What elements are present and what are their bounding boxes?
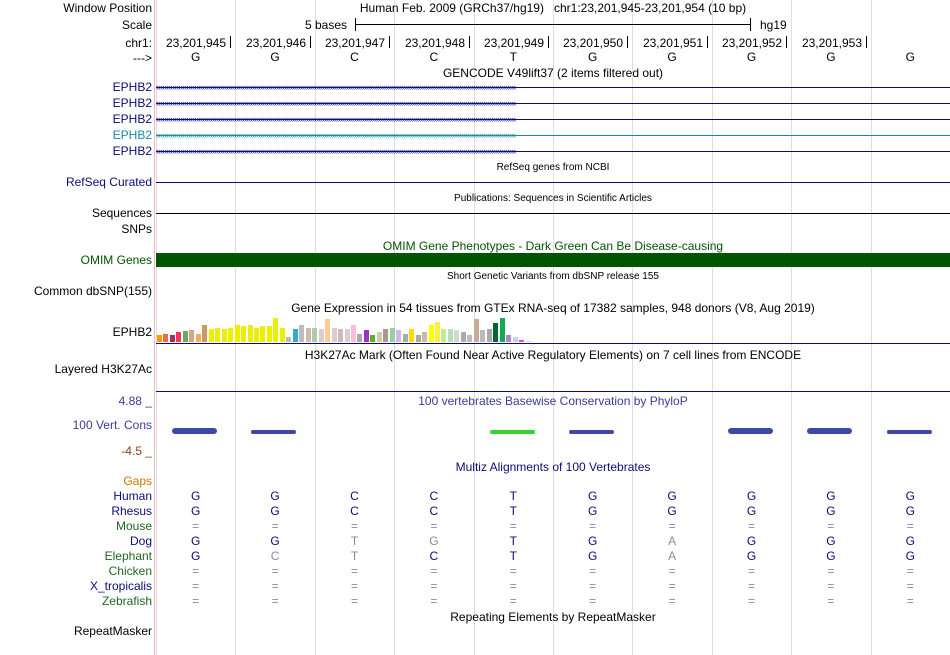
multiz-aligned-base: = — [430, 519, 438, 533]
gtex-tissue-bar[interactable] — [163, 334, 168, 342]
gtex-tissue-bar[interactable] — [306, 328, 311, 342]
snps-label[interactable]: SNPs — [121, 222, 152, 236]
multiz-aligned-base: = — [589, 564, 597, 578]
reference-base: G — [270, 50, 280, 64]
multiz-aligned-base: G — [746, 489, 757, 503]
position-label: 23,201,945 — [165, 36, 226, 50]
assembly-region-title — [156, 1, 950, 15]
dbsnp-label[interactable]: Common dbSNP(155) — [33, 284, 152, 298]
reference-base: C — [350, 50, 359, 64]
multiz-aligned-base: = — [589, 519, 597, 533]
position-label: 23,201,948 — [404, 36, 465, 50]
multiz-aligned-base: = — [192, 579, 200, 593]
gtex-tissue-bar[interactable] — [273, 318, 278, 342]
phylop-score-mark[interactable] — [490, 430, 535, 434]
gtex-tissue-bar[interactable] — [338, 329, 343, 342]
scale-bar-end-tick — [750, 18, 751, 31]
gtex-tissue-bar[interactable] — [441, 329, 446, 342]
multiz-aligned-base: = — [350, 579, 358, 593]
multiz-aligned-base: = — [271, 594, 279, 608]
multiz-aligned-base: = — [350, 594, 358, 608]
reference-base: G — [191, 50, 201, 64]
gtex-tissue-bar[interactable] — [513, 337, 518, 342]
multiz-aligned-base: = — [271, 564, 279, 578]
gtex-tissue-bar[interactable] — [241, 326, 246, 342]
refseq-label[interactable]: RefSeq Curated — [65, 175, 152, 189]
position-tick — [310, 36, 311, 48]
multiz-aligned-base: G — [746, 534, 757, 548]
multiz-aligned-base: G — [826, 504, 836, 518]
position-label: 23,201,952 — [721, 36, 782, 50]
gtex-tissue-bar[interactable] — [403, 334, 408, 342]
multiz-aligned-base: G — [667, 489, 677, 503]
conservation-ymax: 4.88 _ — [118, 394, 152, 408]
multiz-aligned-base: C — [270, 549, 280, 563]
gtex-tissue-bar[interactable] — [183, 331, 188, 342]
gtex-tissue-bar[interactable] — [454, 330, 459, 342]
region-coordinates: chr1:23,201,945-23,201,954 (10 bp) — [553, 1, 747, 15]
position-tick — [707, 36, 708, 48]
gtex-tissue-bar[interactable] — [422, 332, 427, 342]
gtex-tissue-bar[interactable] — [254, 328, 259, 342]
multiz-aligned-base: = — [827, 579, 835, 593]
multiz-aligned-base: = — [589, 579, 597, 593]
gaps-label[interactable]: Gaps — [123, 474, 152, 488]
gencode-item-label[interactable]: EPHB2 — [112, 112, 152, 126]
scale-bar — [355, 24, 751, 25]
multiz-species-label[interactable]: Dog — [129, 534, 152, 548]
multiz-aligned-base: = — [827, 564, 835, 578]
gtex-tissue-bar[interactable] — [448, 329, 453, 342]
multiz-aligned-base: G — [905, 504, 915, 518]
gtex-tissue-bar[interactable] — [383, 329, 388, 342]
multiz-aligned-base: G — [270, 534, 280, 548]
multiz-aligned-base: C — [429, 549, 439, 563]
multiz-aligned-base: G — [826, 534, 836, 548]
gtex-tissue-bar[interactable] — [286, 337, 291, 342]
position-tick — [627, 36, 628, 48]
position-label: 23,201,951 — [642, 36, 703, 50]
reference-base: G — [746, 50, 757, 64]
phylop-score-mark[interactable] — [251, 430, 296, 434]
multiz-species-label[interactable]: Chicken — [108, 564, 152, 578]
gtex-tissue-bar[interactable] — [396, 330, 401, 342]
gtex-tissue-bar[interactable] — [235, 325, 240, 342]
multiz-aligned-base: = — [350, 564, 358, 578]
position-tick — [469, 36, 470, 48]
gtex-tissue-bar[interactable] — [209, 329, 214, 342]
reference-base: G — [667, 50, 677, 64]
gtex-tissue-bar[interactable] — [176, 332, 181, 342]
multiz-aligned-base: = — [668, 519, 676, 533]
multiz-aligned-base: T — [509, 534, 517, 548]
gtex-tissue-bar[interactable] — [526, 341, 531, 342]
window-position-label[interactable]: Window Position — [63, 1, 152, 15]
multiz-aligned-base: = — [192, 564, 200, 578]
phylop-score-mark[interactable] — [172, 428, 217, 434]
refseq-title: RefSeq genes from NCBI — [496, 162, 610, 173]
gtex-tissue-bar[interactable] — [222, 329, 227, 342]
gtex-tissue-bar[interactable] — [293, 329, 298, 342]
repeatmasker-label[interactable]: RepeatMasker — [73, 624, 152, 638]
chromosome-label[interactable]: chr1: — [125, 36, 152, 50]
multiz-aligned-base: G — [667, 504, 677, 518]
gtex-tissue-bar[interactable] — [280, 328, 285, 342]
multiz-aligned-base: G — [191, 534, 201, 548]
multiz-aligned-base: = — [509, 519, 517, 533]
multiz-aligned-base: = — [747, 579, 755, 593]
gtex-tissue-bar[interactable] — [189, 330, 194, 342]
multiz-species-label[interactable]: Zebrafish — [101, 594, 152, 608]
multiz-aligned-base: T — [509, 489, 517, 503]
multiz-aligned-base: = — [509, 579, 517, 593]
gtex-title: Gene Expression in 54 tissues from GTEx RNA-seq of 17382 samples, 948 donors (V8, Aug 2019) — [291, 301, 815, 315]
multiz-aligned-base: C — [429, 504, 439, 518]
reference-base: G — [588, 50, 598, 64]
gtex-tissue-bar[interactable] — [364, 330, 369, 342]
gencode-item-label[interactable]: EPHB2 — [112, 128, 152, 142]
gencode-strand-arrows: ›››››››››››››››››››››››››››››››››››››››››››››››››››››››››››››››››››››››››››››››››››››››››››››››››››››››››››››››››››››››››››››››››››››››››››››››››››››››››››››››››››››››››››››››››››› — [156, 98, 516, 108]
gencode-item-label[interactable]: EPHB2 — [112, 96, 152, 110]
multiz-aligned-base: = — [350, 519, 358, 533]
multiz-title: Multiz Alignments of 100 Vertebrates — [455, 460, 651, 474]
gencode-strand-arrows: ›››››››››››››››››››››››››››››››››››››››››››››››››››››››››››››››››››››››››››››››››››››››››››››››››››››››››››››››››››››››››››››››››››››››››››››››››››››››››››››››››››››››››››››››››››› — [156, 82, 516, 92]
gtex-tissue-bar[interactable] — [435, 322, 440, 342]
multiz-aligned-base: = — [509, 594, 517, 608]
gtex-tissue-bar[interactable] — [299, 325, 304, 342]
multiz-aligned-base: G — [826, 489, 836, 503]
multiz-aligned-base: T — [350, 549, 359, 563]
gtex-tissue-bar[interactable] — [351, 325, 356, 342]
multiz-aligned-base: G — [588, 549, 598, 563]
multiz-aligned-base: G — [191, 504, 201, 518]
multiz-aligned-base: C — [350, 489, 359, 503]
gtex-tissue-bar[interactable] — [493, 323, 498, 342]
omim-label[interactable]: OMIM Genes — [80, 253, 152, 267]
gtex-tissue-bar[interactable] — [487, 329, 492, 342]
gtex-tissue-bar[interactable] — [260, 326, 265, 342]
publications-line[interactable] — [156, 213, 950, 214]
gtex-tissue-bar[interactable] — [416, 335, 421, 342]
gencode-item-label[interactable]: EPHB2 — [112, 80, 152, 94]
multiz-aligned-base: = — [747, 519, 755, 533]
gtex-tissue-bar[interactable] — [390, 328, 395, 342]
multiz-aligned-base: = — [192, 519, 200, 533]
gtex-tissue-bar[interactable] — [215, 328, 220, 342]
reference-base: C — [429, 50, 439, 64]
position-label: 23,201,950 — [562, 36, 623, 50]
gtex-tissue-bar[interactable] — [202, 325, 207, 342]
multiz-species-label[interactable]: X_tropicalis — [89, 579, 152, 593]
multiz-aligned-base: G — [905, 549, 915, 563]
gtex-tissue-bar[interactable] — [319, 329, 324, 342]
h3k27ac-label[interactable]: Layered H3K27Ac — [54, 362, 152, 376]
reference-base: G — [905, 50, 915, 64]
multiz-aligned-base: T — [350, 534, 359, 548]
scale-label[interactable]: Scale — [121, 18, 152, 32]
position-tick — [786, 36, 787, 48]
multiz-aligned-base: C — [350, 504, 359, 518]
multiz-aligned-base: G — [588, 489, 598, 503]
gtex-tissue-bar[interactable] — [429, 325, 434, 342]
multiz-aligned-base: G — [905, 534, 915, 548]
gtex-tissue-bar[interactable] — [357, 334, 362, 342]
reference-base: T — [509, 50, 517, 64]
reference-base: G — [826, 50, 836, 64]
multiz-aligned-base: G — [429, 534, 439, 548]
multiz-aligned-base: G — [270, 504, 280, 518]
multiz-aligned-base: = — [192, 594, 200, 608]
multiz-aligned-base: = — [827, 594, 835, 608]
position-label: 23,201,953 — [801, 36, 862, 50]
multiz-aligned-base: = — [430, 594, 438, 608]
multiz-aligned-base: T — [509, 549, 517, 563]
gtex-tissue-bar[interactable] — [467, 335, 472, 342]
multiz-aligned-base: G — [270, 489, 280, 503]
position-tick — [389, 36, 390, 48]
omim-title: OMIM Gene Phenotypes - Dark Green Can Be Disease-causing — [382, 239, 724, 253]
position-label: 23,201,946 — [245, 36, 306, 50]
scale-assembly: hg19 — [760, 18, 787, 32]
multiz-aligned-base: G — [191, 489, 201, 503]
gtex-tissue-bar[interactable] — [377, 332, 382, 342]
gtex-tissue-bar[interactable] — [345, 329, 350, 342]
multiz-aligned-base: = — [906, 594, 914, 608]
gencode-strand-arrows: ›››››››››››››››››››››››››››››››››››››››››››››››››››››››››››››››››››››››››››››››››››››››››››››››››››››››››››››››››››››››››››››››››››››››››››››››››››››››››››››››››››››››››››››››››››› — [156, 114, 516, 124]
publications-title: Publications: Sequences in Scientific Articles — [454, 193, 652, 204]
gtex-tissue-bar[interactable] — [332, 328, 337, 342]
scale-text: 5 bases — [305, 18, 348, 32]
multiz-aligned-base: = — [271, 519, 279, 533]
multiz-aligned-base: = — [906, 579, 914, 593]
multiz-aligned-base: A — [668, 549, 677, 563]
position-label: 23,201,949 — [483, 36, 544, 50]
gencode-strand-arrows: ›››››››››››››››››››››››››››››››››››››››››››››››››››››››››››››››››››››››››››››››››››››››››››››››››››››››››››››››››››››››››››››››››››››››››››››››››››››››››››››››››››››››››››››››››››› — [156, 130, 516, 140]
multiz-aligned-base: G — [746, 549, 757, 563]
multiz-aligned-base: G — [191, 549, 201, 563]
h3k27ac-title: H3K27Ac Mark (Often Found Near Active Regulatory Elements) on 7 cell lines from ENCODE — [304, 348, 802, 362]
dbsnp-title: Short Genetic Variants from dbSNP release 155 — [447, 271, 659, 282]
gtex-tissue-bar[interactable] — [325, 319, 330, 342]
multiz-aligned-base: = — [747, 564, 755, 578]
conservation-title: 100 vertebrates Basewise Conservation by PhyloP — [418, 394, 688, 408]
gtex-tissue-bar[interactable] — [480, 330, 485, 342]
assembly-title: Human Feb. 2009 (GRCh37/hg19) — [359, 1, 544, 15]
multiz-aligned-base: G — [588, 504, 598, 518]
gtex-tissue-bar[interactable] — [248, 325, 253, 342]
gtex-tissue-bar[interactable] — [506, 335, 511, 342]
gtex-tissue-bar[interactable] — [157, 335, 162, 342]
multiz-species-label[interactable]: Mouse — [115, 519, 152, 533]
gencode-strand-arrows: ›››››››››››››››››››››››››››››››››››››››››››››››››››››››››››››››››››››››››››››››››››››››››››››››››››››››››››››››››››››››››››››››››››››››››››››››››››››››››››››››››››››››››››››››››››› — [156, 146, 516, 156]
gtex-tissue-bar[interactable] — [196, 334, 201, 342]
gtex-tissue-bar[interactable] — [500, 318, 505, 342]
multiz-aligned-base: = — [906, 519, 914, 533]
multiz-aligned-base: G — [905, 489, 915, 503]
phylop-score-mark[interactable] — [807, 428, 852, 434]
gtex-label[interactable]: EPHB2 — [112, 325, 152, 339]
gtex-tissue-bar[interactable] — [461, 332, 466, 342]
scale-bar-start-tick — [355, 18, 356, 31]
label-column-divider — [154, 0, 155, 655]
multiz-aligned-base: A — [668, 534, 677, 548]
multiz-aligned-base: = — [271, 579, 279, 593]
refseq-line[interactable] — [156, 182, 950, 183]
repeatmasker-title: Repeating Elements by RepeatMasker — [450, 610, 656, 624]
multiz-aligned-base: G — [826, 549, 836, 563]
multiz-aligned-base: = — [509, 564, 517, 578]
position-label: 23,201,947 — [324, 36, 385, 50]
multiz-aligned-base: = — [430, 564, 438, 578]
publications-label[interactable]: Sequences — [91, 206, 152, 220]
multiz-aligned-base: = — [747, 594, 755, 608]
multiz-aligned-base: T — [509, 504, 517, 518]
multiz-aligned-base: = — [827, 519, 835, 533]
multiz-species-label[interactable]: Human — [113, 489, 152, 503]
gtex-baseline — [156, 343, 950, 344]
h3k27ac-baseline — [156, 391, 950, 392]
gtex-tissue-bar[interactable] — [170, 335, 175, 342]
position-tick — [866, 36, 867, 48]
conservation-label[interactable]: 100 Vert. Cons — [72, 418, 152, 432]
gtex-tissue-bar[interactable] — [474, 319, 479, 342]
gtex-tissue-bar[interactable] — [519, 340, 524, 342]
position-tick — [230, 36, 231, 48]
multiz-aligned-base: = — [668, 579, 676, 593]
multiz-aligned-base: C — [429, 489, 439, 503]
phylop-score-mark[interactable] — [887, 430, 932, 434]
multiz-aligned-base: G — [746, 504, 757, 518]
multiz-species-label[interactable]: Rhesus — [111, 504, 152, 518]
gtex-tissue-bar[interactable] — [409, 329, 414, 342]
multiz-species-label[interactable]: Elephant — [104, 549, 152, 563]
gencode-item-label[interactable]: EPHB2 — [112, 144, 152, 158]
multiz-aligned-base: = — [430, 579, 438, 593]
multiz-aligned-base: = — [668, 564, 676, 578]
multiz-aligned-base: = — [589, 594, 597, 608]
position-tick — [548, 36, 549, 48]
multiz-aligned-base: = — [906, 564, 914, 578]
gencode-title: GENCODE V49lift37 (2 items filtered out) — [442, 66, 664, 80]
gtex-tissue-bar[interactable] — [370, 335, 375, 342]
gtex-tissue-bar[interactable] — [312, 328, 317, 342]
multiz-aligned-base: G — [588, 534, 598, 548]
omim-gene-bar[interactable] — [156, 253, 950, 267]
gtex-tissue-bar[interactable] — [228, 328, 233, 342]
phylop-score-mark[interactable] — [728, 428, 773, 434]
phylop-score-mark[interactable] — [569, 430, 614, 434]
conservation-ymin: -4.5 _ — [121, 444, 152, 458]
strand-label[interactable]: ---> — [133, 51, 152, 65]
multiz-aligned-base: = — [668, 594, 676, 608]
gtex-tissue-bar[interactable] — [267, 326, 272, 342]
